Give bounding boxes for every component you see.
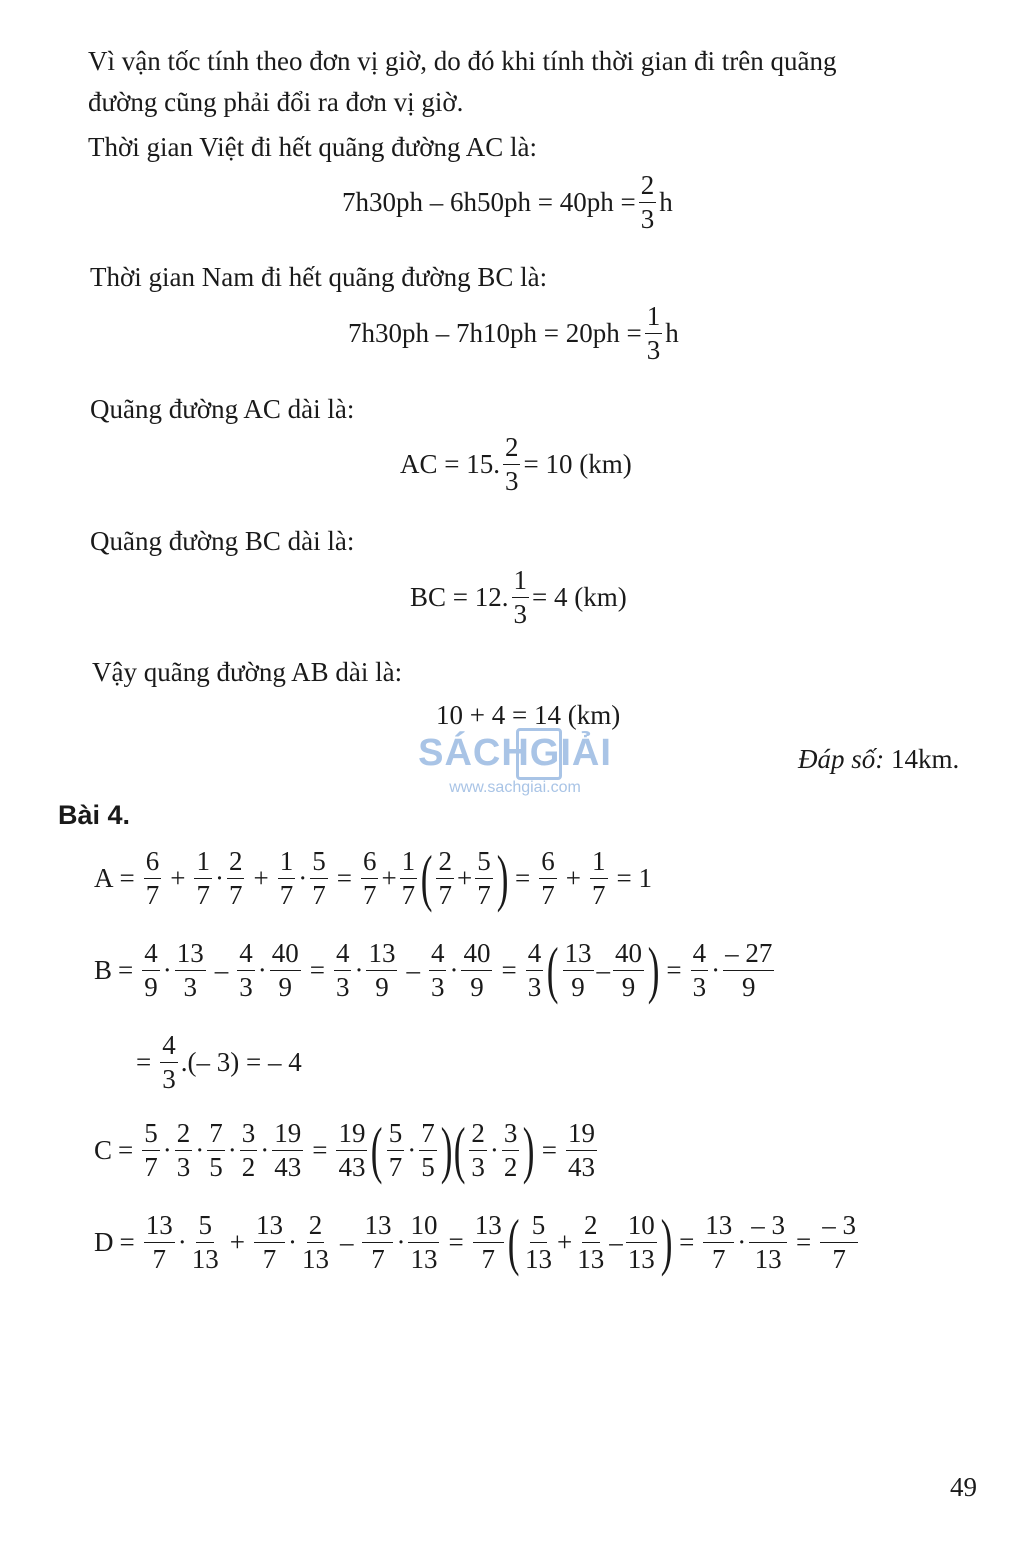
fraction: $\frac{5}{13}$ — [191, 1209, 219, 1274]
paren: ) — [496, 842, 509, 913]
op: = — [136, 1047, 152, 1077]
paren: ( — [371, 1114, 384, 1185]
fraction: $\frac{2}{13}$ — [301, 1209, 329, 1274]
fraction: $\frac{10}{13}$ — [627, 1209, 655, 1274]
op: · — [407, 1134, 417, 1165]
unit-hour: h — [665, 318, 679, 348]
op: – — [609, 1226, 623, 1257]
paren: ) — [660, 1206, 673, 1277]
fraction: $\frac{5}{7}$ — [477, 845, 491, 910]
equation-text: 7h30ph – 7h10ph = 20ph = — [348, 318, 642, 348]
op: = — [336, 862, 352, 893]
op: + — [557, 1226, 573, 1257]
fraction: $\frac{2}{13}$ — [577, 1209, 605, 1274]
op: · — [489, 1134, 499, 1165]
fraction: $\frac{19}{43}$ — [338, 1117, 366, 1182]
fraction: $\frac{13}{7}$ — [364, 1209, 392, 1274]
equation-time-bc — [348, 303, 679, 364]
fraction: $\frac{2}{3}$ — [640, 170, 655, 234]
answer-value: 14km. — [891, 744, 960, 774]
fraction: $\frac{4}{3}$ — [239, 937, 253, 1002]
fraction: $\frac{13}{7}$ — [255, 1209, 283, 1274]
op: + — [253, 862, 269, 893]
fraction: $\frac{2}{3}$ — [176, 1117, 191, 1182]
equation-text: = 10 (km) — [523, 449, 632, 479]
op: · — [257, 954, 267, 985]
op: = — [796, 1226, 812, 1257]
op: = — [541, 1134, 557, 1165]
op: – — [339, 1226, 354, 1257]
op: · — [260, 1134, 270, 1165]
op: + — [456, 862, 473, 893]
op: = — [501, 954, 517, 985]
paren: ) — [440, 1114, 453, 1185]
op: · — [354, 954, 364, 985]
var: B — [94, 954, 113, 985]
fraction: $\frac{4}{3}$ — [692, 937, 707, 1002]
paragraph-2: đường cũng phải đổi ra đơn vị giờ. — [88, 87, 464, 117]
fraction: $\frac{1}{3}$ — [513, 565, 527, 629]
page-number: 49 — [950, 1472, 977, 1502]
op: = — [118, 1134, 134, 1165]
fraction: $\frac{6}{7}$ — [362, 845, 377, 910]
fraction: $\frac{- 3}{13}$ — [751, 1209, 786, 1274]
watermark-logo — [418, 732, 612, 775]
equation-c — [94, 1114, 600, 1185]
fraction: $\frac{13}{7}$ — [705, 1209, 733, 1274]
equation-text: 7h30ph – 6h50ph = 40ph = — [342, 187, 636, 217]
var: C — [94, 1134, 113, 1165]
op: · — [162, 954, 172, 985]
op: · — [449, 954, 459, 985]
fraction: $\frac{1}{7}$ — [592, 845, 606, 910]
fraction: $\frac{2}{3}$ — [471, 1117, 485, 1182]
fraction: $\frac{2}{3}$ — [504, 432, 519, 496]
paragraph-4: Thời gian Nam đi hết quãng đường BC là: — [90, 262, 548, 292]
section-title: Bài 4. — [58, 800, 131, 830]
paragraph-1: Vì vận tốc tính theo đơn vị giờ, do đó khi tính thời gian đi trên quãng — [88, 46, 837, 76]
fraction: $\frac{10}{13}$ — [410, 1209, 438, 1274]
paren: ( — [547, 934, 559, 1005]
result: .(– 3) = – 4 — [180, 1047, 302, 1077]
fraction: $\frac{40}{9}$ — [615, 937, 643, 1002]
fraction: $\frac{1}{3}$ — [646, 301, 661, 365]
fraction: $\frac{2}{7}$ — [438, 845, 452, 910]
fraction: $\frac{13}{9}$ — [564, 937, 592, 1002]
fraction: $\frac{2}{7}$ — [228, 845, 243, 910]
fraction: $\frac{7}{5}$ — [421, 1117, 435, 1182]
fraction: $\frac{40}{9}$ — [271, 937, 299, 1002]
op: = — [515, 862, 531, 893]
paren: ( — [453, 1114, 466, 1185]
fraction: $\frac{4}{3}$ — [430, 937, 445, 1002]
fraction: $\frac{19}{43}$ — [274, 1117, 302, 1182]
fraction: $\frac{1}{7}$ — [279, 845, 294, 910]
equation-b-continued — [130, 1032, 302, 1093]
fraction: $\frac{40}{9}$ — [463, 937, 491, 1002]
equation-text: AC = 15. — [400, 449, 500, 479]
op: = — [118, 954, 134, 985]
fraction: $\frac{- 3}{7}$ — [822, 1209, 857, 1274]
fraction: $\frac{13}{7}$ — [474, 1209, 502, 1274]
equation-ab: 10 + 4 = 14 (km) — [436, 700, 621, 730]
equation-text: BC = 12. — [410, 582, 509, 612]
op: · — [737, 1226, 747, 1257]
op: = — [309, 954, 325, 985]
op: · — [396, 1226, 406, 1257]
fraction: $\frac{5}{7}$ — [312, 845, 326, 910]
watermark-box — [516, 728, 562, 780]
equation-d — [94, 1206, 861, 1277]
fraction: $\frac{6}{7}$ — [145, 845, 160, 910]
fraction: $\frac{5}{13}$ — [525, 1209, 553, 1274]
op: · — [711, 954, 721, 985]
op: + — [381, 862, 397, 893]
op: + — [170, 862, 186, 893]
fraction: $\frac{3}{2}$ — [241, 1117, 256, 1182]
unit-hour: h — [659, 187, 673, 217]
watermark-brand: SÁCHGIẢI — [418, 732, 612, 774]
op: – — [214, 954, 229, 985]
op: = — [679, 1226, 695, 1257]
op: · — [227, 1134, 237, 1165]
paren: ) — [647, 934, 660, 1005]
equation-b — [94, 934, 777, 1005]
var: D — [94, 1226, 114, 1257]
fraction: $\frac{- 27}{9}$ — [725, 937, 773, 1002]
fraction: $\frac{1}{7}$ — [196, 845, 210, 910]
final-answer — [798, 744, 959, 775]
paren: ) — [523, 1114, 535, 1185]
op: – — [596, 954, 611, 985]
fraction: $\frac{3}{2}$ — [503, 1117, 518, 1182]
fraction: $\frac{6}{7}$ — [541, 845, 555, 910]
equation-ac — [400, 434, 632, 495]
paragraph-6: Quãng đường BC dài là: — [90, 526, 355, 556]
fraction: $\frac{13}{9}$ — [368, 937, 396, 1002]
op: = — [666, 954, 682, 985]
op: + — [565, 862, 581, 893]
fraction: $\frac{13}{7}$ — [145, 1209, 173, 1274]
op: · — [195, 1134, 205, 1165]
fraction: $\frac{5}{7}$ — [144, 1117, 158, 1182]
result: = 1 — [616, 862, 652, 893]
fraction: $\frac{1}{7}$ — [401, 845, 416, 910]
paragraph-3: Thời gian Việt đi hết quãng đường AC là: — [88, 132, 538, 162]
equation-bc — [410, 567, 627, 628]
watermark-url: www.sachgiai.com — [449, 779, 581, 796]
fraction: $\frac{13}{3}$ — [176, 937, 204, 1002]
op: = — [448, 1226, 464, 1257]
op: · — [177, 1226, 187, 1257]
op: = — [119, 862, 135, 893]
fraction: $\frac{4}{3}$ — [162, 1030, 176, 1094]
equation-time-ac — [342, 172, 673, 233]
op: = — [119, 1226, 135, 1257]
op: · — [214, 862, 224, 893]
fraction: $\frac{4}{3}$ — [335, 937, 350, 1002]
op: · — [298, 862, 308, 893]
var: A — [94, 862, 114, 893]
paren: ( — [420, 842, 433, 913]
fraction: $\frac{5}{7}$ — [388, 1117, 403, 1182]
op: · — [162, 1134, 172, 1165]
op: – — [406, 954, 420, 985]
paren: ( — [507, 1206, 520, 1277]
fraction: $\frac{4}{3}$ — [527, 937, 542, 1002]
paragraph-5: Quãng đường AC dài là: — [90, 394, 355, 424]
paragraph-7: Vậy quãng đường AB dài là: — [92, 657, 403, 687]
op: + — [229, 1226, 245, 1257]
answer-label: Đáp số: — [798, 744, 885, 774]
equation-text: = 4 (km) — [532, 582, 627, 612]
op: · — [287, 1226, 297, 1257]
watermark — [410, 732, 620, 797]
fraction: $\frac{7}{5}$ — [209, 1117, 223, 1182]
fraction: $\frac{4}{9}$ — [144, 937, 158, 1002]
op: = — [312, 1134, 328, 1165]
fraction: $\frac{19}{43}$ — [567, 1117, 595, 1182]
equation-a — [94, 842, 658, 913]
